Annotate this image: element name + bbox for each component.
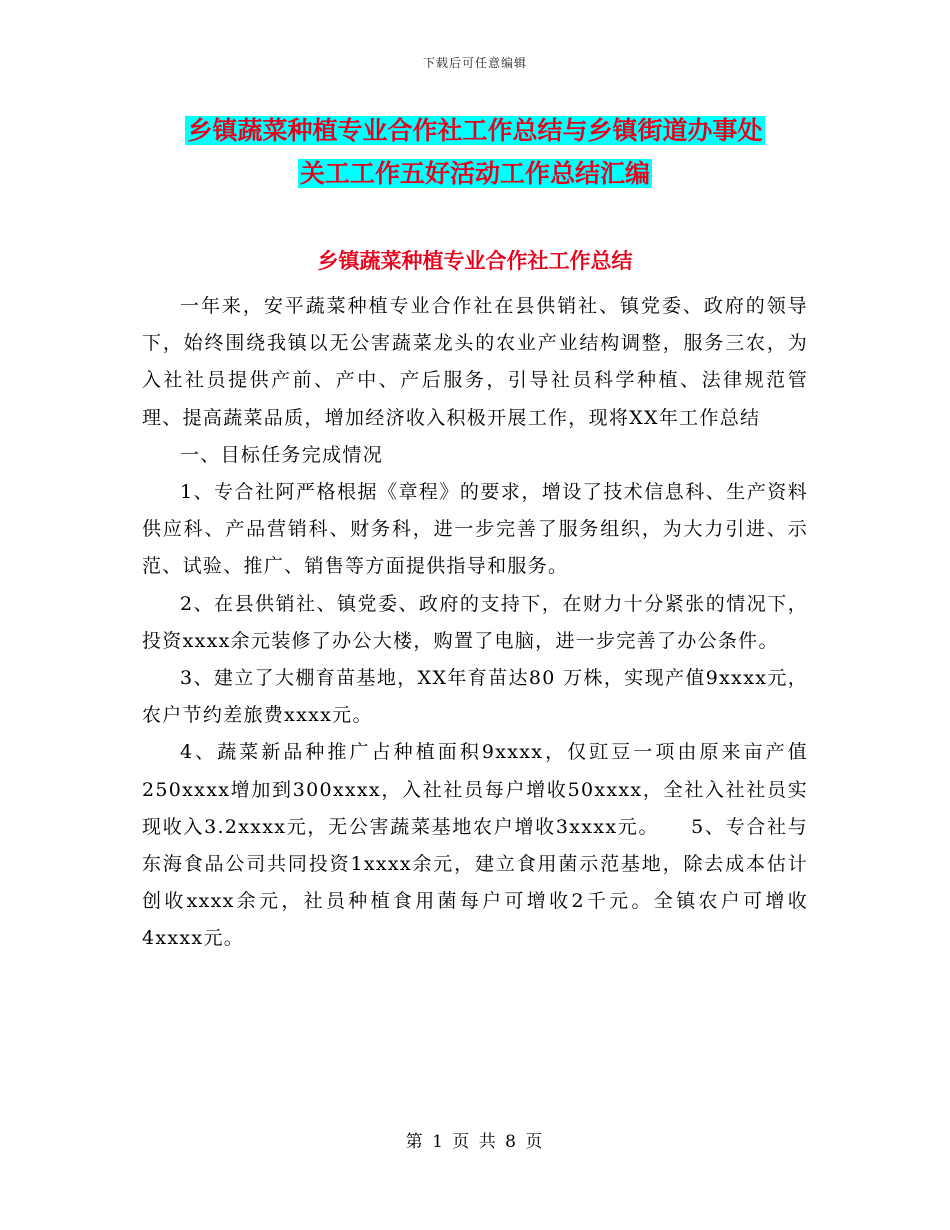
paragraph-item-2: 2、在县供销社、镇党委、政府的支持下，在财力十分紧张的情况下，投资xxxx余元装修了办公大楼，购置了电脑，进一步完善了办公条件。 xyxy=(142,592,808,652)
section-title: 乡镇蔬菜种植专业合作社工作总结 xyxy=(317,249,633,273)
page-number-footer: 第 1 页 共 8 页 xyxy=(405,1132,545,1152)
paragraph-heading-1: 一、目标任务完成情况 xyxy=(180,443,384,466)
document-title-line-1 xyxy=(0,110,950,152)
paragraph-item-1: 1、专合社阿严格根据《章程》的要求，增设了技术信息科、生产资料供应科、产品营销科、财务科，进一步完善了服务组织，为大力引进、示范、试验、推广、销售等方面提供指导和服务。 xyxy=(142,481,808,578)
paragraph-intro: 一年来，安平蔬菜种植专业合作社在县供销社、镇党委、政府的领导下，始终围绕我镇以无公害蔬菜龙头的农业产业结构调整，服务三农，为入社社员提供产前、产中、产后服务，引导社员科学种植、法律规范管理、提高蔬菜品质，增加经济收入积极开展工作，现将XX年工作总结 xyxy=(142,295,808,429)
document-title-line-2 xyxy=(0,153,950,195)
paragraph-item-3: 3、建立了大棚育苗基地，XX年育苗达80 万株，实现产值9xxxx元，农户节约差旅费xxxx元。 xyxy=(142,667,808,727)
document-title-line-2-text: 关工工作五好活动工作总结汇编 xyxy=(299,159,650,188)
header-note: 下载后可任意编辑 xyxy=(422,56,527,70)
paragraph-item-4-5: 4、蔬菜新品种推广占种植面积9xxxx，仅豇豆一项由原来亩产值250xxxx增加到300xxxx，入社社员每户增收50xxxx，全社入社社员实现收入3.2xxxx元，无公害蔬菜基地农户增收3xxxx元。 5、专合社与东海食品公司共同投资1xxxx余元，建立食用菌示范基地，除去成本估计创收xxxx余元，社员种植食用菌每户可增收2千元。全镇农户可增收4xxxx元。 xyxy=(142,741,808,950)
document-body xyxy=(142,288,808,958)
document-title-line-1-text: 乡镇蔬菜种植专业合作社工作总结与乡镇街道办事处 xyxy=(187,116,763,145)
